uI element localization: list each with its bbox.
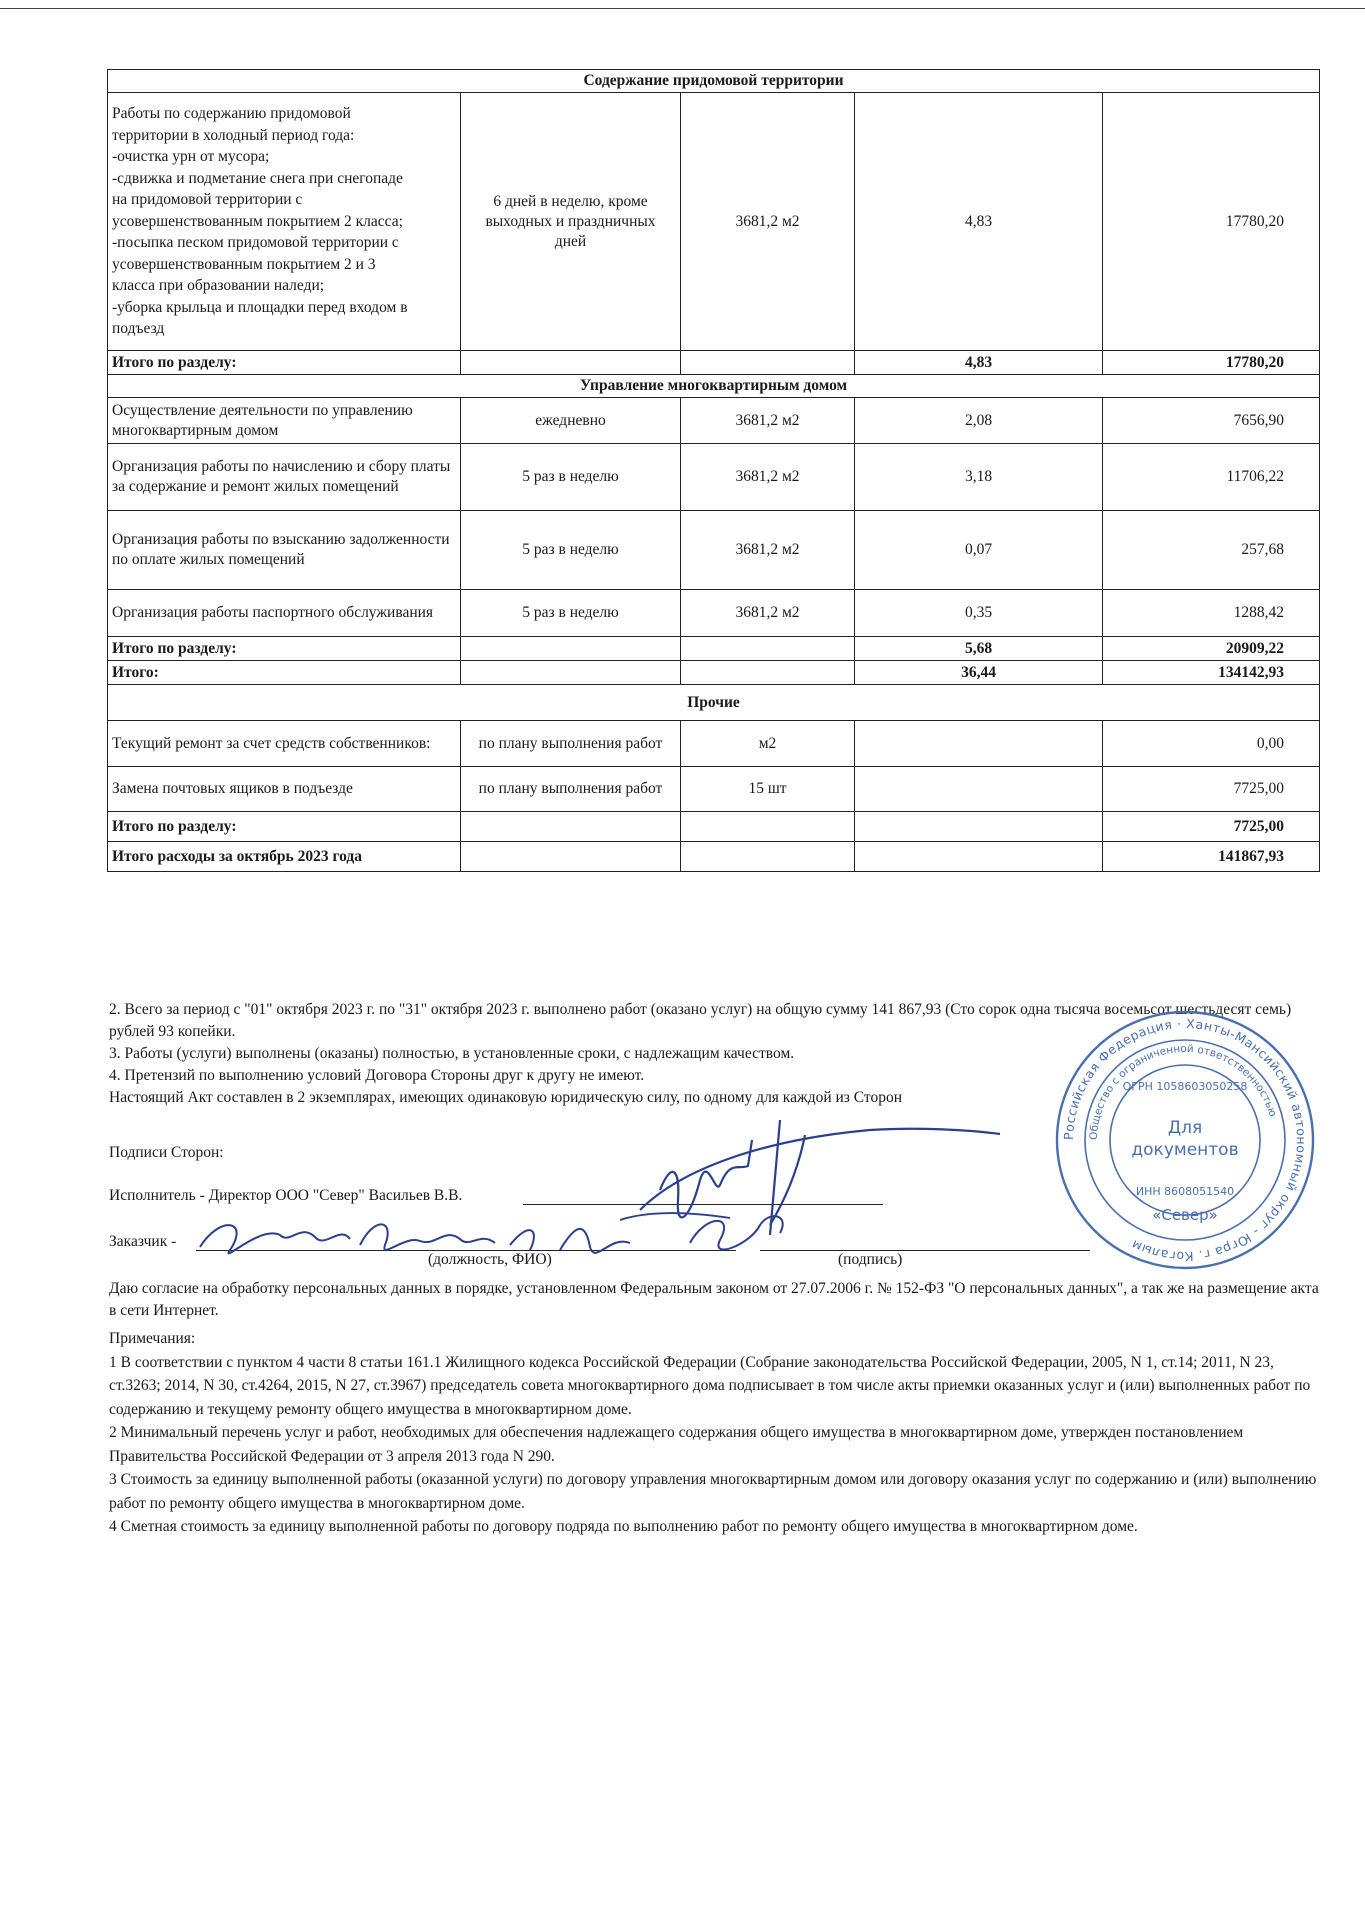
signatures-heading: Подписи Сторон: <box>109 1144 224 1161</box>
frequency-cell: 5 раз в неделю <box>461 511 681 590</box>
seal-inn: ИНН 8608051540 <box>1135 1185 1235 1198</box>
signature-caption: (подпись) <box>838 1251 903 1268</box>
rate-cell: 4,83 <box>855 351 1103 375</box>
october-total-row <box>108 842 1320 872</box>
empty-cell <box>461 812 681 842</box>
amount-cell: 0,00 <box>1103 721 1320 767</box>
work-line: Работы по содержанию придомовой <box>112 105 351 123</box>
subtotal-row <box>108 661 1320 685</box>
seal-center-line1: Для <box>1167 1118 1203 1138</box>
empty-cell <box>681 351 855 375</box>
rate-cell: 2,08 <box>855 398 1103 444</box>
amount-cell: 257,68 <box>1103 511 1320 590</box>
notes <box>109 1327 1319 1539</box>
area-cell: 3681,2 м2 <box>681 590 855 637</box>
rate-cell: 0,35 <box>855 590 1103 637</box>
amount-cell: 141867,93 <box>1103 842 1320 872</box>
table-row <box>108 721 1320 767</box>
executor-signature-line <box>523 1204 883 1205</box>
work-name-cell: Замена почтовых ящиков в подъезде <box>108 767 461 812</box>
rate-cell: 4,83 <box>855 93 1103 351</box>
area-cell: 3681,2 м2 <box>681 511 855 590</box>
statement-copies: Настоящий Акт составлен в 2 экземплярах, имеющих одинаковую юридическую силу, по одному для каждой из Сторон <box>109 1089 903 1106</box>
frequency-cell: ежедневно <box>461 398 681 444</box>
note-1: 1 В соответствии с пунктом 4 части 8 статьи 161.1 Жилищного кодекса Российской Федерации (Собрание законодательства Российской Федерации, 2005, N 1, ст.14; 2011, N 23, ст.3263; 2014, N 30, ст.4264, 2015, N 27, ст.3967) председатель совета многоквартирного дома подписывает в том числе акты приемки оказанных услуг и (или) выполненных работ по содержанию и текущему ремонту общего имущества в многоквартирном доме. <box>109 1353 1311 1418</box>
frequency-cell: 5 раз в неделю <box>461 590 681 637</box>
total-label: Итого по разделу: <box>108 637 461 661</box>
work-line: -сдвижка и подметание снега при снегопаде <box>112 169 403 187</box>
rate-cell <box>855 721 1103 767</box>
empty-cell <box>461 842 681 872</box>
company-seal-icon <box>1050 1005 1320 1275</box>
table-row <box>108 511 1320 590</box>
work-name-cell: Текущий ремонт за счет средств собственников: <box>108 721 461 767</box>
amount-cell: 7725,00 <box>1103 812 1320 842</box>
empty-cell <box>461 351 681 375</box>
amount-cell: 17780,20 <box>1103 351 1320 375</box>
amount-cell: 7656,90 <box>1103 398 1320 444</box>
total-label: Итого расходы за октябрь 2023 года <box>108 842 461 872</box>
rate-cell: 3,18 <box>855 444 1103 511</box>
note-3: 3 Стоимость за единицу выполненной работы (оказанной услуги) по договору управления многоквартирным домом или договору оказания услуг по содержанию и (или) выполнению работ по ремонту общего имущества в многоквартирном доме. <box>109 1471 1317 1512</box>
frequency-cell: 5 раз в неделю <box>461 444 681 511</box>
table-row <box>108 93 1320 351</box>
amount-cell: 7725,00 <box>1103 767 1320 812</box>
work-line: на придомовой территории с <box>112 191 303 209</box>
rate-cell <box>855 767 1103 812</box>
section-total-row <box>108 812 1320 842</box>
empty-cell <box>681 637 855 661</box>
position-caption: (должность, ФИО) <box>428 1251 552 1268</box>
notes-heading: Примечания: <box>109 1330 196 1347</box>
empty-cell <box>461 661 681 685</box>
note-2: 2 Минимальный перечень услуг и работ, необходимых для обеспечения надлежащего содержания общего имущества в многоквартирном доме, утвержден постановлением Правительства Российской Федерации от 3 апреля 2013 года N 290. <box>109 1424 1244 1465</box>
work-line: территории в холодный период года: <box>112 126 355 144</box>
section-header-territory <box>108 70 1320 93</box>
amount-cell: 17780,20 <box>1103 93 1320 351</box>
amount-cell: 20909,22 <box>1103 637 1320 661</box>
frequency-cell: 6 дней в неделю, кроме выходных и праздничных дней <box>461 93 681 351</box>
rate-cell: 36,44 <box>855 661 1103 685</box>
consent-text: Даю согласие на обработку персональных данных в порядке, установленном Федеральным законом от 27.07.2006 г. № 152-ФЗ "О персональных данных", а так же на размещение акта в сети Интернет. <box>109 1280 1319 1319</box>
empty-cell <box>681 812 855 842</box>
amount-cell: 11706,22 <box>1103 444 1320 511</box>
frequency-cell: по плану выполнения работ <box>461 721 681 767</box>
area-cell: 15 шт <box>681 767 855 812</box>
total-label: Итого по разделу: <box>108 812 461 842</box>
customer-label: Заказчик - <box>109 1233 177 1250</box>
section-title: Содержание придомовой территории <box>108 70 1320 93</box>
section-title: Управление многоквартирным домом <box>108 375 1320 398</box>
statement-no-claims: 4. Претензий по выполнению условий Договора Стороны друг к другу не имеют. <box>109 1067 645 1084</box>
work-line: подъезд <box>112 320 165 338</box>
seal-center-line2: документов <box>1131 1140 1239 1160</box>
work-line: -очистка урн от мусора; <box>112 148 270 166</box>
customer-signature-line <box>760 1250 1090 1251</box>
seal-inner-text: Общество с ограниченной ответственностью <box>1087 1042 1279 1141</box>
seal-name: «Север» <box>1152 1206 1218 1224</box>
section-header-other <box>108 685 1320 721</box>
work-line: класса при образовании наледи; <box>112 277 325 295</box>
section-total-row <box>108 351 1320 375</box>
note-4: 4 Сметная стоимость за единицу выполненной работы по договору подряда по выполнению работ по ремонту общего имущества в многоквартирном доме. <box>109 1518 1138 1535</box>
table-row <box>108 444 1320 511</box>
amount-cell: 1288,42 <box>1103 590 1320 637</box>
empty-cell <box>681 842 855 872</box>
area-cell: м2 <box>681 721 855 767</box>
table-row <box>108 767 1320 812</box>
amount-cell: 134142,93 <box>1103 661 1320 685</box>
work-name-cell: Организация работы по начислению и сбору платы за содержание и ремонт жилых помещений <box>108 444 461 511</box>
rate-cell: 0,07 <box>855 511 1103 590</box>
statement-total-sum: 2. Всего за период с "01" октября 2023 г. по "31" октября 2023 г. выполнено работ (оказано услуг) на общую сумму 141 867,93 (Сто сорок одна тысяча восемьсот шестьдесят семь) рублей 93 копейки. <box>109 1001 1292 1040</box>
area-cell: 3681,2 м2 <box>681 398 855 444</box>
empty-cell <box>855 812 1103 842</box>
expenses-table <box>107 69 1320 872</box>
work-name-cell: Осуществление деятельности по управлению многоквартирным домом <box>108 398 461 444</box>
rate-cell: 5,68 <box>855 637 1103 661</box>
table-row <box>108 590 1320 637</box>
seal-ring-text: Российская Федерация · Ханты-Мансийский автономный округ - Югра г. Когалым <box>1060 1015 1310 1265</box>
work-line: усовершенствованным покрытием 2 класса; <box>112 212 403 230</box>
empty-cell <box>461 637 681 661</box>
work-name-cell: Организация работы по взысканию задолженности по оплате жилых помещений <box>108 511 461 590</box>
empty-cell <box>681 661 855 685</box>
seal-ogrn: ОГРН 1058603050258 <box>1122 1080 1248 1093</box>
total-label: Итого по разделу: <box>108 351 461 375</box>
statement-quality: 3. Работы (услуги) выполнены (оказаны) полностью, в установленные сроки, с надлежащим качеством. <box>109 1045 795 1062</box>
table-row <box>108 398 1320 444</box>
frequency-cell: по плану выполнения работ <box>461 767 681 812</box>
executor-line: Исполнитель - Директор ООО "Север" Васильев В.В. <box>109 1187 463 1204</box>
empty-cell <box>855 842 1103 872</box>
work-line: -посыпка песком придомовой территории с <box>112 234 399 252</box>
section-total-row <box>108 637 1320 661</box>
work-line: -уборка крыльца и площадки перед входом в <box>112 298 408 316</box>
work-line: усовершенствованным покрытием 2 и 3 <box>112 255 376 273</box>
area-cell: 3681,2 м2 <box>681 444 855 511</box>
work-name-cell <box>108 93 461 351</box>
total-label: Итого: <box>108 661 461 685</box>
top-rule <box>0 8 1365 9</box>
work-name-cell: Организация работы паспортного обслуживания <box>108 590 461 637</box>
area-cell: 3681,2 м2 <box>681 93 855 351</box>
section-header-management <box>108 375 1320 398</box>
section-title: Прочие <box>108 685 1320 721</box>
